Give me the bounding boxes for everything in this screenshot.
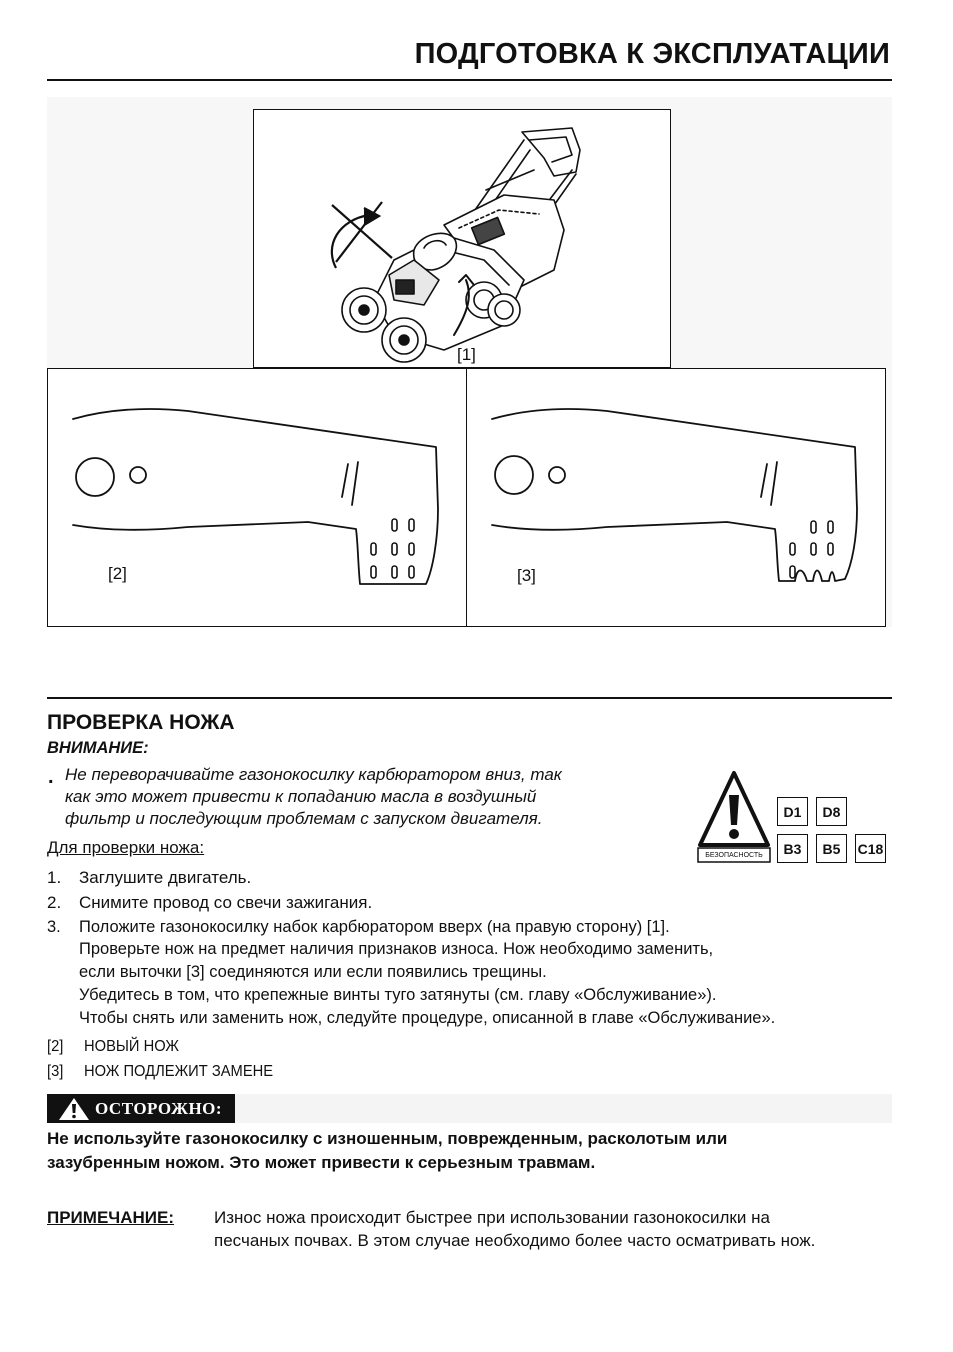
section-title: ПРОВЕРКА НОЖА <box>47 711 235 734</box>
caution-band <box>235 1094 892 1123</box>
safety-code: B3 <box>777 834 808 863</box>
new-blade-illustration <box>48 369 466 626</box>
caution-label: ОСТОРОЖНО: <box>95 1098 223 1118</box>
step-text: Снимите провод со свечи зажигания. <box>79 893 373 912</box>
step-text: Заглушите двигатель. <box>79 868 252 887</box>
section-rule <box>47 697 892 699</box>
step-number: 2. <box>47 893 62 912</box>
caution-triangle-icon <box>57 1096 91 1122</box>
safety-sign-caption: БЕЗОПАСНОСТЬ <box>705 852 763 859</box>
blade-small-hole <box>549 467 565 483</box>
note-line: Износ ножа происходит быстрее при использовании газонокосилки на <box>214 1208 770 1227</box>
legend-ref: [2] <box>47 1038 64 1055</box>
check-intro: Для проверки ножа: <box>47 838 205 857</box>
header-rule <box>47 79 892 81</box>
step-continuation: Чтобы снять или заменить нож, следуйте процедуре, описанной в главе «Обслуживание». <box>79 1009 776 1027</box>
safety-sign <box>696 767 772 865</box>
step-continuation: Проверьте нож на предмет наличия признаков износа. Нож необходимо заменить, <box>79 940 714 958</box>
new-blade-vent-slots <box>371 519 414 578</box>
new-blade-figure <box>47 368 467 627</box>
caution-badge <box>47 1094 235 1123</box>
blade-center-hole <box>76 458 114 496</box>
worn-blade-illustration <box>467 369 885 626</box>
crossed-rotate-arrow-icon <box>332 202 392 268</box>
step-number: 1. <box>47 868 62 887</box>
attention-label: ВНИМАНИЕ: <box>47 739 149 757</box>
step-continuation: если выточки [3] соединяются или если появились трещины. <box>79 963 547 981</box>
new-blade-label: [2] <box>108 564 127 583</box>
legend-ref: [3] <box>47 1063 64 1080</box>
worn-blade-vent-slots <box>790 521 833 578</box>
warning-line: как это может привести к попаданию масла в воздушный <box>65 787 537 806</box>
safety-code: D1 <box>777 797 808 826</box>
mower-illustration <box>254 110 670 367</box>
note-line: песчаных почвах. В этом случае необходимо более часто осматривать нож. <box>214 1231 816 1250</box>
caution-line: Не используйте газонокосилку с изношенным, поврежденным, расколотым или <box>47 1129 728 1148</box>
safety-code: D8 <box>816 797 847 826</box>
note-label: ПРИМЕЧАНИЕ: <box>47 1208 174 1227</box>
step-text: Положите газонокосилку набок карбюратором вверх (на правую сторону) [1]. <box>79 918 670 936</box>
caution-line: зазубренным ножом. Это может привести к серьезным травмам. <box>47 1153 596 1172</box>
step-continuation: Убедитесь в том, что крепежные винты туго затянуты (см. главу «Обслуживание»). <box>79 986 717 1004</box>
legend-text: НОЖ ПОДЛЕЖИТ ЗАМЕНЕ <box>84 1063 274 1080</box>
mower-figure-label: [1] <box>457 345 476 364</box>
safety-code: C18 <box>855 834 886 863</box>
worn-blade-label: [3] <box>517 566 536 585</box>
warning-line: фильтр и последующим проблемам с запуском двигателя. <box>65 809 543 828</box>
blade-small-hole <box>130 467 146 483</box>
mower-figure <box>253 109 671 368</box>
warning-line: Не переворачивайте газонокосилку карбюратором вниз, так <box>65 765 562 784</box>
worn-blade-figure <box>466 368 886 627</box>
new-blade-outline <box>73 409 438 584</box>
blade-center-hole <box>495 456 533 494</box>
step-number: 3. <box>47 918 61 936</box>
bullet-marker: . <box>48 766 54 788</box>
worn-blade-outline <box>492 409 857 581</box>
page-title: ПОДГОТОВКА К ЭКСПЛУАТАЦИИ <box>414 38 890 70</box>
safety-code: B5 <box>816 834 847 863</box>
legend-text: НОВЫЙ НОЖ <box>84 1038 179 1055</box>
